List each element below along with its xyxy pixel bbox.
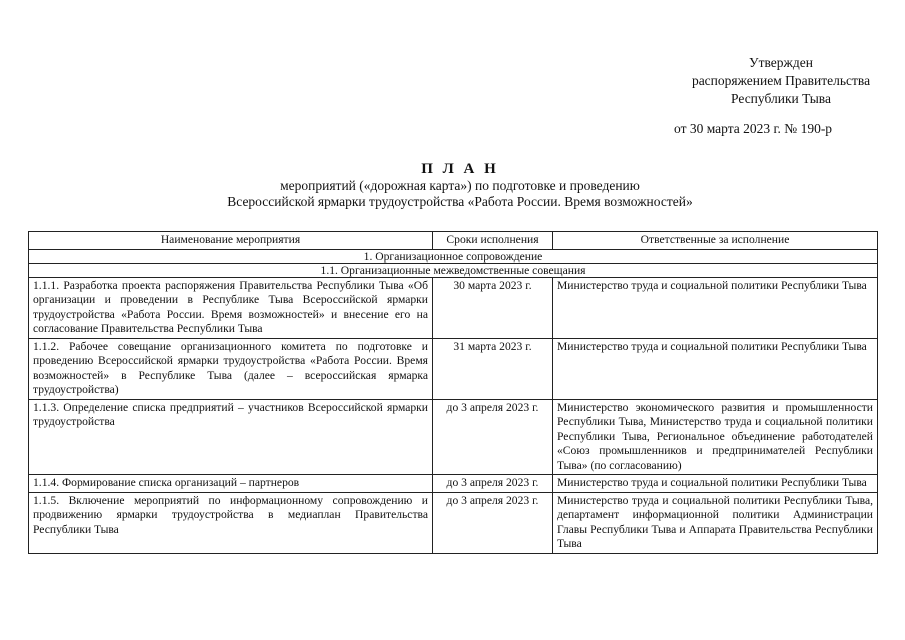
document-subtitle-line-1: мероприятий («дорожная карта») по подготовке и проведению [280, 178, 640, 193]
header-name: Наименование мероприятия [29, 232, 433, 250]
row-deadline: 31 марта 2023 г. [433, 338, 553, 399]
row-name: 1.1.4. Формирование списка организаций – партнеров [29, 475, 433, 493]
row-responsible: Министерство труда и социальной политики Республики Тыва, департамент информационной политики Администрации Главы Республики Тыва и Аппарата Правительства Республики Тыва [553, 492, 878, 553]
row-responsible: Министерство труда и социальной политики Республики Тыва [553, 475, 878, 493]
row-name: 1.1.2. Рабочее совещание организационного комитета по подготовке и проведению Всероссийской ярмарки трудоустройства «Работа России. Время возможностей» в Республике Тыва (далее – всероссийская ярмарка трудоустройства) [29, 338, 433, 399]
section-title: 1. Организационное сопровождение [29, 249, 878, 263]
header-responsible: Ответственные за исполнение [553, 232, 878, 250]
approval-line-2: распоряжением Правительства [691, 73, 871, 88]
table-row [29, 399, 878, 475]
row-deadline: до 3 апреля 2023 г. [433, 475, 553, 493]
row-responsible: Министерство экономического развития и промышленности Республики Тыва, Министерство труда и социальной политики Республики Тыва, Региональное объединение работодателей «Союз промышленников и предпринимателей Республики Тыва» (по согласованию) [553, 399, 878, 475]
header-deadline: Сроки исполнения [433, 232, 553, 250]
subsection-title: 1.1. Организационные межведомственные совещания [29, 263, 878, 277]
table-header-row [29, 232, 878, 250]
document-title-block [140, 160, 780, 210]
row-name: 1.1.1. Разработка проекта распоряжения Правительства Республики Тыва «Об организации и проведении в Республике Тыва Всероссийской ярмарки трудоустройства «Работа России. Время возможностей» и внесение его на согласование Правительства Республики Тыва [29, 277, 433, 338]
approval-block [660, 54, 902, 108]
table-row [29, 492, 878, 553]
document-subtitle-line-2: Всероссийской ярмарки трудоустройства «Работа России. Время возможностей» [227, 194, 693, 209]
row-responsible: Министерство труда и социальной политики Республики Тыва [553, 338, 878, 399]
document-title: П Л А Н [421, 161, 499, 177]
row-deadline: до 3 апреля 2023 г. [433, 492, 553, 553]
approval-line-1: Утвержден [749, 55, 813, 70]
section-row [29, 249, 878, 263]
row-name: 1.1.3. Определение списка предприятий – участников Всероссийской ярмарки трудоустройства [29, 399, 433, 475]
table-row [29, 277, 878, 338]
approval-date: от 30 марта 2023 г. № 190-р [674, 121, 833, 136]
row-deadline: 30 марта 2023 г. [433, 277, 553, 338]
plan-table [28, 231, 878, 554]
row-deadline: до 3 апреля 2023 г. [433, 399, 553, 475]
table-row [29, 475, 878, 493]
approval-line-3: Республики Тыва [731, 91, 831, 106]
row-responsible: Министерство труда и социальной политики Республики Тыва [553, 277, 878, 338]
table-row [29, 338, 878, 399]
subsection-row [29, 263, 878, 277]
row-name: 1.1.5. Включение мероприятий по информационному сопровождению и продвижению ярмарки трудоустройства в медиаплан Правительства Республики Тыва [29, 492, 433, 553]
